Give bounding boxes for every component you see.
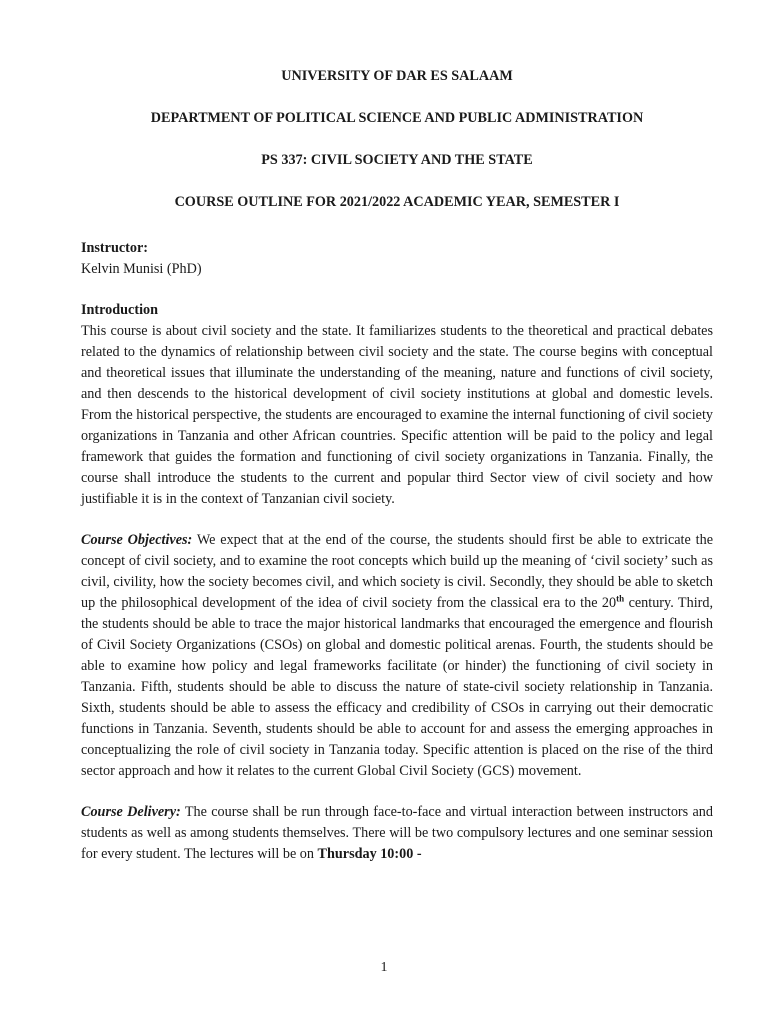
introduction-label: Introduction (81, 302, 158, 318)
objectives-section (81, 530, 713, 782)
delivery-section (81, 802, 713, 865)
document-page (81, 58, 713, 1018)
department-title: DEPARTMENT OF POLITICAL SCIENCE AND PUBLIC ADMINISTRATION (150, 110, 644, 126)
instructor-section (81, 238, 713, 280)
university-title: UNIVERSITY OF DAR ES SALAAM (281, 68, 513, 84)
objectives-label: Course Objectives: (81, 532, 193, 548)
delivery-time: Thursday 10:00 - (317, 846, 422, 862)
objectives-body-part1: We expect that at the end of the course, the students should first be able to extricate the concept of civil society, and to examine the root concepts which build up the meaning of ‘civil society’ such as civil, civility, how the society becomes civil, and which society is civil. Secondly, they should be able to sketch up the philosophical development of the idea of civil society from the classical era to the 20 (81, 532, 714, 611)
objectives-body-part2: century. Third, the students should be able to trace the major historical landmarks that encouraged the emergence and flourish of Civil Society Organizations (CSOs) on global and domestic political arenas. Fourth, the students should be able to examine how policy and legal frameworks facilitate (or hinder) the functioning of civil society in Tanzania. Fifth, students should be able to discuss the nature of state-civil society relationship in Tanzania. Sixth, students should be able to assess the efficacy and credibility of CSOs in carrying out their democratic functions in Tanzania. Seventh, students should be able to account for and assess the emerging approaches in conceptualizing the role of civil society in Tanzania today. Specific attention is placed on the rise of the third sector approach and how it relates to the current Global Civil Society (GCS) movement. (81, 595, 713, 779)
instructor-label: Instructor: (81, 240, 148, 256)
course-title: PS 337: CIVIL SOCIETY AND THE STATE (261, 152, 533, 168)
introduction-section (81, 300, 713, 510)
objectives-superscript: th (616, 593, 625, 604)
delivery-paragraph (81, 802, 713, 865)
introduction-body: This course is about civil society and the state. It familiarizes students to the theoretical and practical debates related to the dynamics of relationship between civil society and the state. The course begins with conceptual and theoretical issues that illuminate the understanding of the meaning, nature and functions of civil society, and then descends to the historical development of civil society institutions at global and domestic levels. From the historical perspective, the students are encouraged to examine the internal functioning of civil society organizations in Tanzania and other African countries. Specific attention will be paid to the policy and legal framework that guides the formation and functioning of civil society organizations in Tanzania. Finally, the course shall introduce the students to the current and popular third Sector view of civil society and how justifiable it is in the context of Tanzanian civil society. (81, 323, 713, 507)
outline-title: COURSE OUTLINE FOR 2021/2022 ACADEMIC YEAR, SEMESTER I (174, 194, 620, 210)
page-number: 1 (380, 960, 388, 975)
objectives-paragraph (81, 530, 713, 782)
instructor-name: Kelvin Munisi (PhD) (81, 261, 202, 277)
delivery-label: Course Delivery: (81, 804, 181, 820)
delivery-body: The course shall be run through face-to-face and virtual interaction between instructors and students as well as among students themselves. There will be two compulsory lectures and one seminar session for every student. The lectures will be on (81, 804, 713, 862)
